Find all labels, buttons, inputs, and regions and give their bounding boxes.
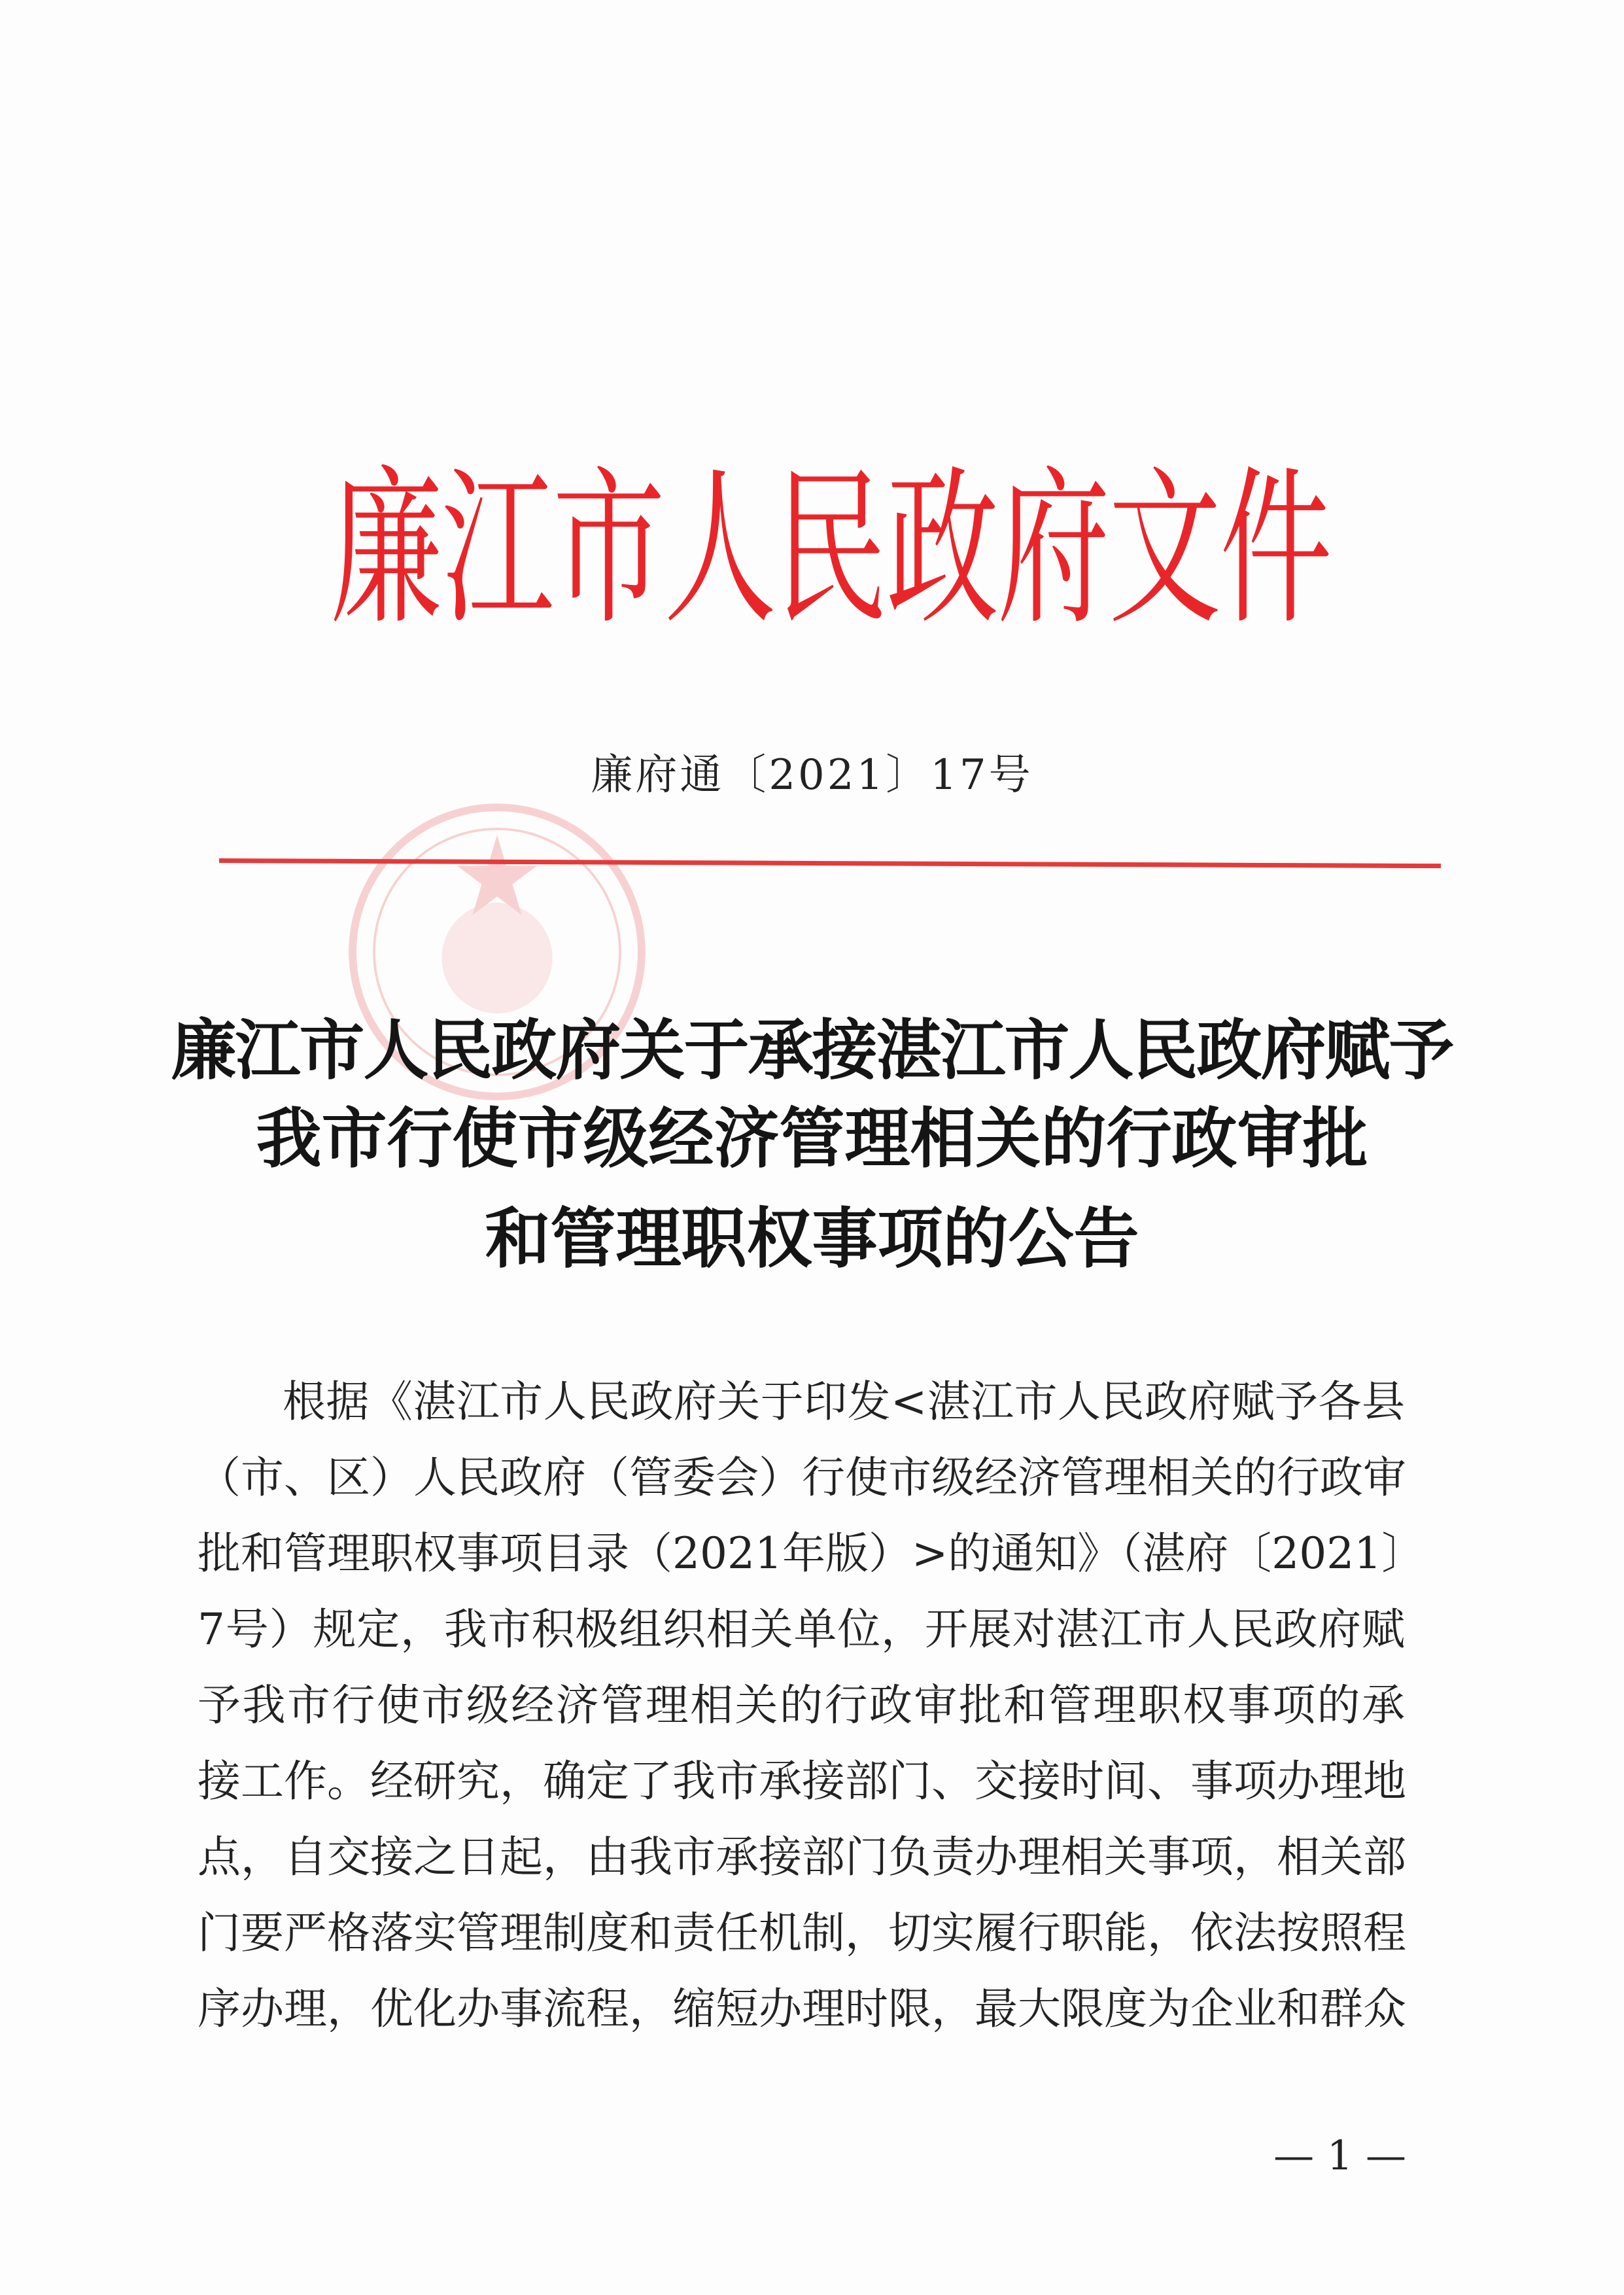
document-header-title: 廉江市人民政府文件 — [330, 450, 1331, 648]
page-number: — 1 — — [1273, 2131, 1406, 2179]
body-paragraph-line: 接工作。经研究，确定了我市承接部门、交接时间、事项办理地 — [198, 1756, 1406, 1806]
body-paragraph-line: 根据《湛江市人民政府关于印发<湛江市人民政府赋予各县 — [283, 1376, 1405, 1427]
body-paragraph-line: 门要严格落实管理制度和责任机制，切实履行职能，依法按照程 — [198, 1908, 1406, 1958]
body-paragraph-line: 序办理，优化办事流程，缩短办理时限，最大限度为企业和群众 — [198, 1984, 1406, 2034]
body-paragraph-line: 点，自交接之日起，由我市承接部门负责办理相关事项，相关部 — [198, 1832, 1406, 1882]
body-paragraph-line: （市、区）人民政府（管委会）行使市级经济管理相关的行政审 — [198, 1452, 1406, 1503]
notice-title-line-2: 我市行使市级经济管理相关的行政审批 — [256, 1100, 1368, 1177]
document-number: 廉府通〔2021〕17号 — [591, 751, 1033, 799]
notice-title-line-3: 和管理职权事项的公告 — [485, 1200, 1139, 1277]
body-paragraph-line: 批和管理职权事项目录（2021年版）>的通知》（湛府〔2021〕 — [198, 1528, 1425, 1579]
notice-title-line-1: 廉江市人民政府关于承接湛江市人民政府赋予 — [171, 1011, 1453, 1089]
body-paragraph-line: 予我市行使市级经济管理相关的行政审批和管理职权事项的承 — [198, 1680, 1405, 1730]
body-paragraph-line: 7号）规定，我市积极组织相关单位，开展对湛江市人民政府赋 — [198, 1604, 1405, 1655]
